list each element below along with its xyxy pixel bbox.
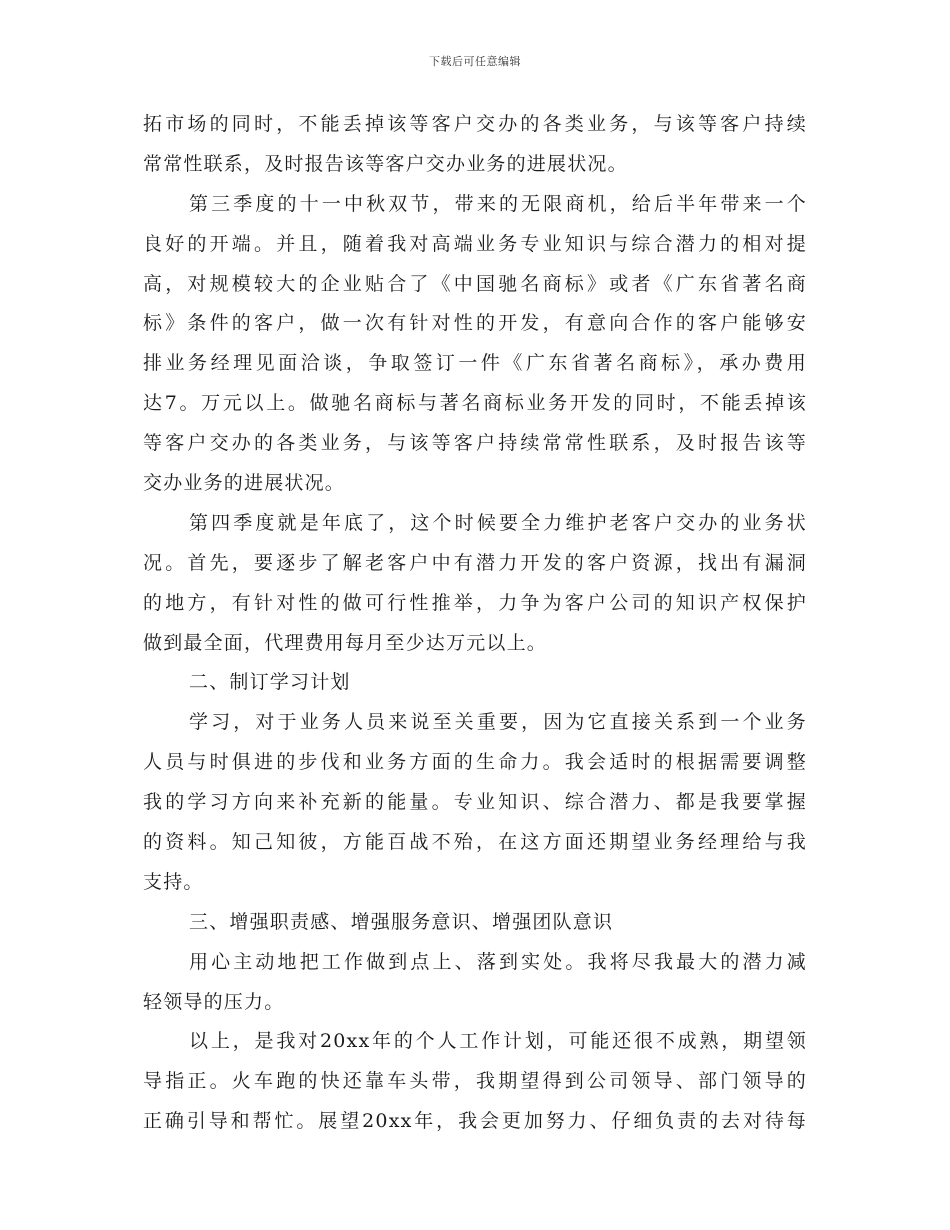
text-line: 交办业务的进展状况。: [143, 472, 346, 495]
text-line: 三、增强职责感、增强服务意识、增强团队意识: [189, 910, 614, 933]
text-line: 第三季度的十一中秋双节，带来的无限商机，给后半年带来一个: [189, 192, 807, 215]
text-line: 第四季度就是年底了，这个时候要全力维护老客户交办的业务状: [189, 511, 807, 534]
text-line: 我的学习方向来补充新的能量。专业知识、综合潜力、都是我要掌握: [143, 791, 807, 814]
text-line: 高，对规模较大的企业贴合了《中国驰名商标》或者《广东省著名商: [143, 272, 807, 295]
text-line: 况。首先，要逐步了解老客户中有潜力开发的客户资源，找出有漏洞: [143, 551, 807, 574]
text-line: 的地方，有针对性的做可行性推举，力争为客户公司的知识产权保护: [143, 591, 807, 614]
text-line: 达7。万元以上。做驰名商标与著名商标业务开发的同时，不能丢掉该: [143, 392, 807, 415]
text-line: 标》条件的客户，做一次有针对性的开发，有意向合作的客户能够安: [143, 312, 807, 335]
text-line: 支持。: [143, 870, 204, 893]
text-line: 轻领导的压力。: [143, 990, 285, 1013]
text-line: 以上，是我对20xx年的个人工作计划，可能还很不成熟，期望领: [189, 1030, 807, 1053]
text-line: 排业务经理见面洽谈，争取签订一件《广东省著名商标》，承办费用: [143, 352, 807, 375]
text-line: 导指正。火车跑的快还靠车头带，我期望得到公司领导、部门领导的: [143, 1070, 807, 1093]
text-line: 常常性联系，及时报告该等客户交办业务的进展状况。: [143, 152, 628, 175]
page-header: 下载后可任意编辑: [429, 55, 521, 68]
text-line: 用心主动地把工作做到点上、落到实处。我将尽我最大的潜力减: [189, 950, 807, 973]
document-body: [143, 105, 807, 1142]
text-line: 良好的开端。并且，随着我对高端业务专业知识与综合潜力的相对提: [143, 232, 807, 255]
text-line: 拓市场的同时，不能丢掉该等客户交办的各类业务，与该等客户持续: [143, 113, 807, 135]
text-line: 的资料。知己知彼，方能百战不殆，在这方面还期望业务经理给与我: [143, 831, 807, 854]
text-line: 学习，对于业务人员来说至关重要，因为它直接关系到一个业务: [189, 711, 807, 734]
text-line: 正确引导和帮忙。展望20xx年，我会更加努力、仔细负责的去对待每: [143, 1110, 807, 1133]
text-line: 等客户交办的各类业务，与该等客户持续常常性联系，及时报告该等: [143, 432, 807, 455]
text-line: 二、制订学习计划: [189, 671, 351, 694]
text-line: 人员与时俱进的步伐和业务方面的生命力。我会适时的根据需要调整: [143, 751, 807, 774]
text-line: 做到最全面，代理费用每月至少达万元以上。: [143, 631, 548, 654]
